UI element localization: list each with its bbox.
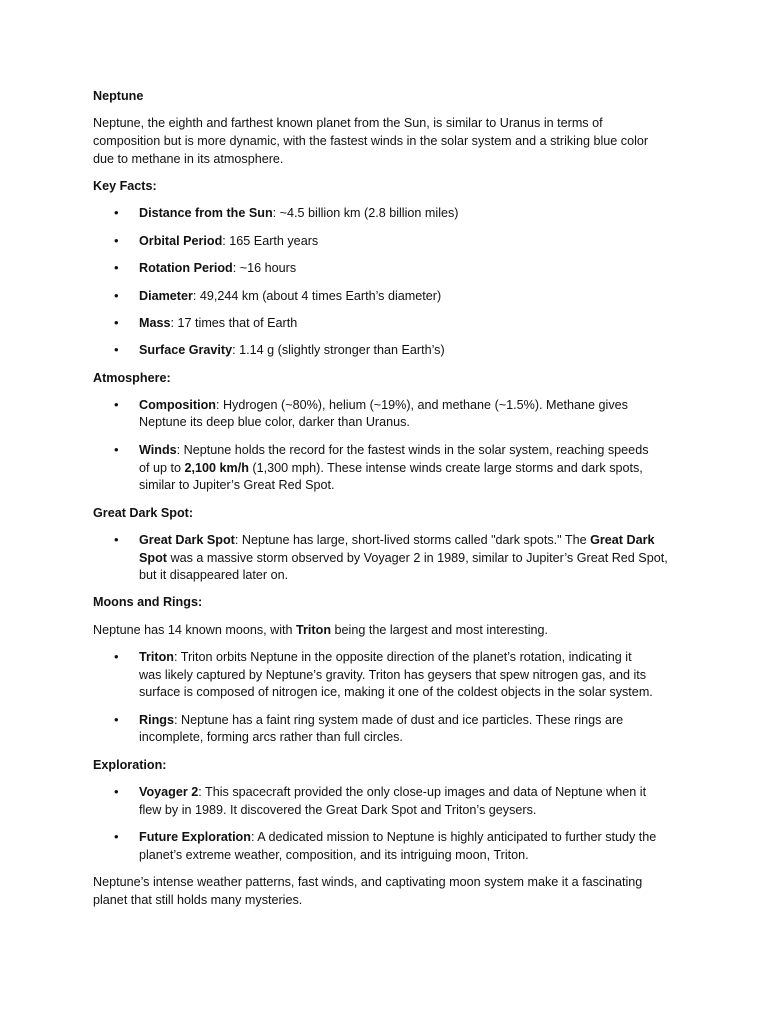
closing-line-2: planet that still holds many mysteries.	[93, 893, 303, 907]
bullet: •	[114, 260, 119, 275]
list-item-distance: Distance from the Sun: ~4.5 billion km (2.8 billion miles)	[139, 206, 459, 220]
moons-intro: Neptune has 14 known moons, with Triton being the largest and most interesting.	[93, 623, 549, 637]
list-item-triton-cont: surface is composed of nitrogen ice, making it one of the coldest objects in the solar system.	[139, 685, 653, 699]
bullet: •	[114, 288, 119, 303]
bullet: •	[114, 397, 119, 412]
list-item-composition: Composition: Hydrogen (~80%), helium (~19%), and methane (~1.5%). Methane gives	[139, 398, 628, 412]
list-item-future-exploration: Future Exploration: A dedicated mission to Neptune is highly anticipated to further study the	[139, 830, 657, 844]
bullet: •	[114, 205, 119, 220]
list-item-winds-cont: of up to 2,100 km/h (1,300 mph). These intense winds create large storms and dark spots,	[139, 461, 643, 475]
list-item-winds: Winds: Neptune holds the record for the fastest winds in the solar system, reaching speeds	[139, 443, 649, 457]
intro-line-3: due to methane in its atmosphere.	[93, 152, 284, 166]
bullet: •	[114, 315, 119, 330]
list-item-triton: Triton: Triton orbits Neptune in the opposite direction of the planet’s rotation, indicating it	[139, 650, 632, 664]
list-item-great-dark-spot: Great Dark Spot: Neptune has large, short-lived storms called "dark spots." The Great Dark	[139, 533, 655, 547]
section-heading-atmosphere: Atmosphere:	[93, 371, 171, 385]
list-item-rotation-period: Rotation Period: ~16 hours	[139, 261, 297, 275]
bullet: •	[114, 712, 119, 727]
list-item-voyager-2: Voyager 2: This spacecraft provided the only close-up images and data of Neptune when it	[139, 785, 647, 799]
bullet: •	[114, 442, 119, 457]
section-heading-moons-rings: Moons and Rings:	[93, 595, 203, 609]
list-item-diameter: Diameter: 49,244 km (about 4 times Earth’s diameter)	[139, 289, 442, 303]
bullet: •	[114, 784, 119, 799]
bullet: •	[114, 649, 119, 664]
list-item-future-exploration-cont: planet’s extreme weather, composition, and its intriguing moon, Triton.	[139, 848, 529, 862]
section-heading-great-dark-spot: Great Dark Spot:	[93, 506, 194, 520]
list-item-triton-cont: was likely captured by Neptune’s gravity. Triton has geysers that spew nitrogen gas, and its	[139, 668, 647, 682]
list-item-great-dark-spot-cont: but it disappeared later on.	[139, 568, 289, 582]
list-item-great-dark-spot-cont: Spot was a massive storm observed by Voyager 2 in 1989, similar to Jupiter’s Great Red Spot,	[139, 551, 668, 565]
list-item-voyager-2-cont: flew by in 1989. It discovered the Great Dark Spot and Triton’s geysers.	[139, 803, 537, 817]
bullet: •	[114, 829, 119, 844]
section-heading-exploration: Exploration:	[93, 758, 167, 772]
page-title: Neptune	[93, 89, 144, 103]
intro-line-2: composition but is more dynamic, with the fastest winds in the solar system and a striking blue color	[93, 134, 649, 148]
section-heading-key-facts: Key Facts:	[93, 179, 157, 193]
list-item-surface-gravity: Surface Gravity: 1.14 g (slightly stronger than Earth’s)	[139, 343, 445, 357]
closing-line-1: Neptune’s intense weather patterns, fast winds, and captivating moon system make it a fascinating	[93, 875, 643, 889]
bullet: •	[114, 532, 119, 547]
list-item-rings: Rings: Neptune has a faint ring system made of dust and ice particles. These rings are	[139, 713, 624, 727]
list-item-composition-cont: Neptune its deep blue color, darker than Uranus.	[139, 415, 410, 429]
bullet: •	[114, 342, 119, 357]
intro-line-1: Neptune, the eighth and farthest known planet from the Sun, is similar to Uranus in terms of	[93, 116, 603, 130]
list-item-winds-cont: similar to Jupiter’s Great Red Spot.	[139, 478, 335, 492]
list-item-mass: Mass: 17 times that of Earth	[139, 316, 298, 330]
list-item-orbital-period: Orbital Period: 165 Earth years	[139, 234, 319, 248]
bullet: •	[114, 233, 119, 248]
list-item-rings-cont: incomplete, forming arcs rather than full circles.	[139, 730, 403, 744]
